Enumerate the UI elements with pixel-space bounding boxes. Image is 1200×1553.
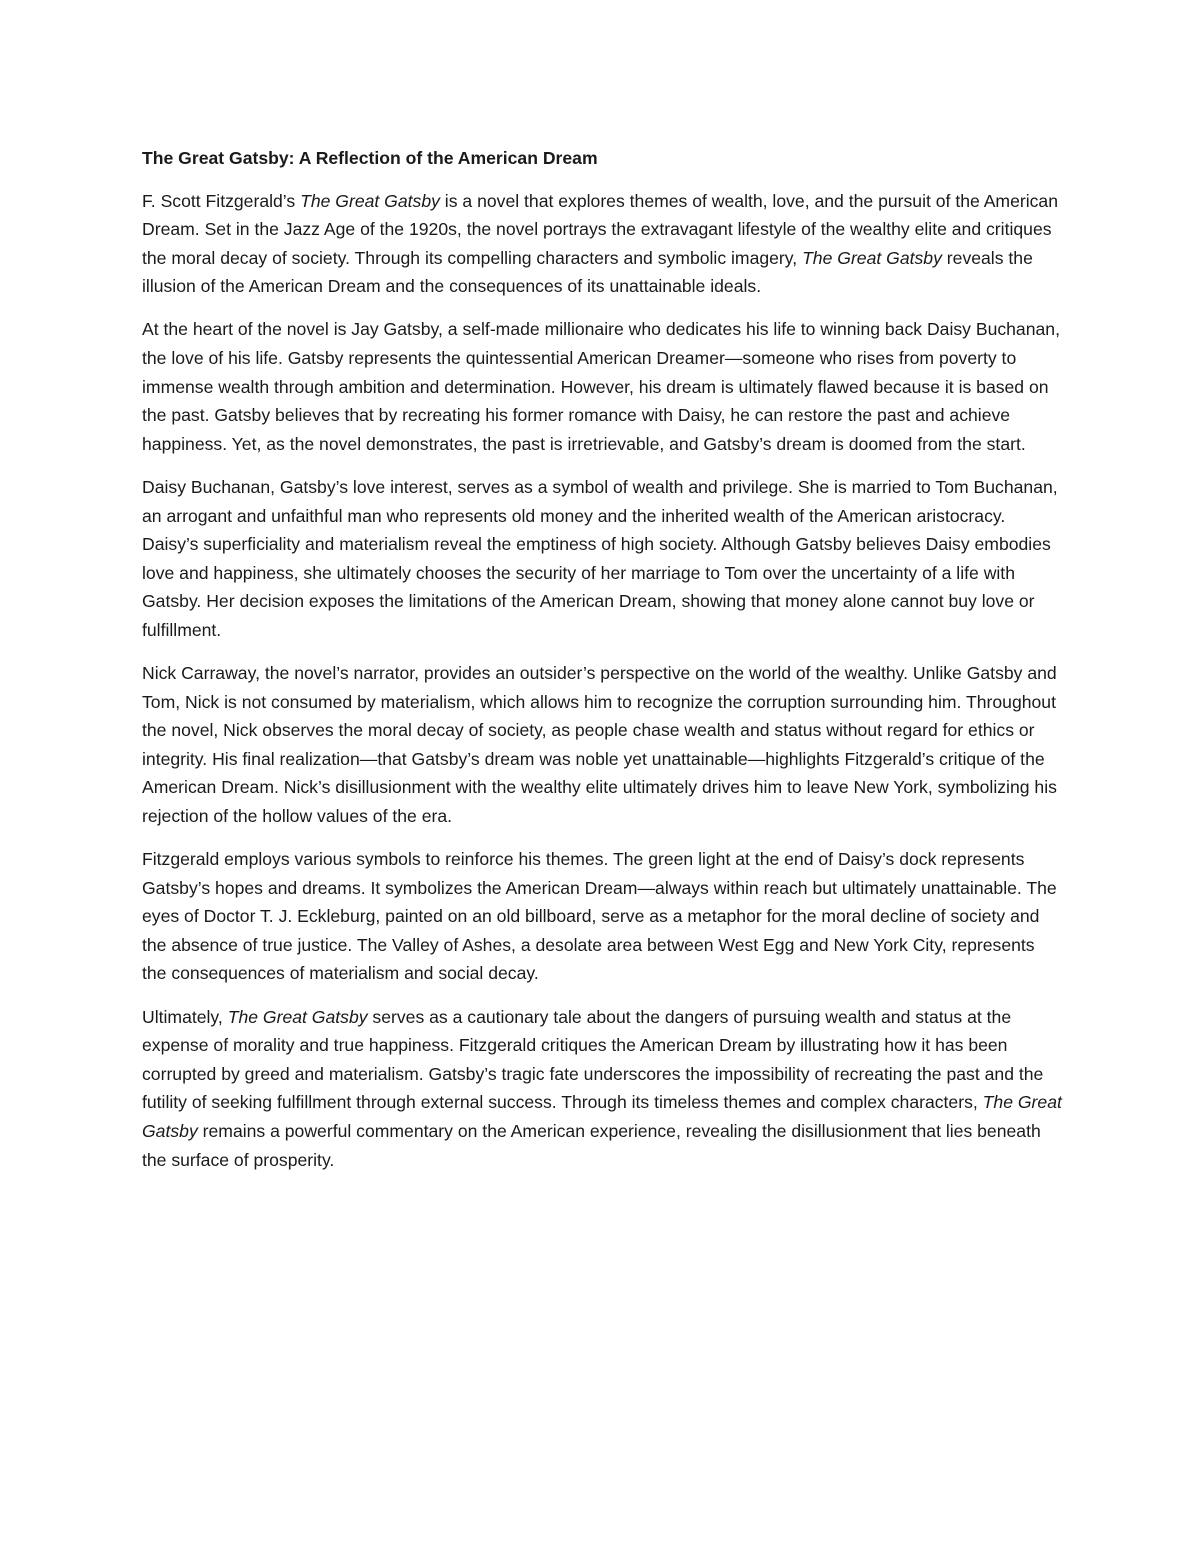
book-title-italic: The Great Gatsby: [142, 1092, 1062, 1141]
text-segment: Nick Carraway, the novel’s narrator, provides an outsider’s perspective on the world of the wealthy. Unlike Gatsby and Tom, Nick is not consumed by materialism, which allows him to recognize the corruption surrounding him. Throughout the novel, Nick observes the moral decay of society, as people chase wealth and status without regard for ethics or integrity. His final realization—that Gatsby’s dream was noble yet unattainable—highlights Fitzgerald’s critique of the American Dream. Nick’s disillusionment with the wealthy elite ultimately drives him to leave New York, symbolizing his rejection of the hollow values of the era.: [142, 663, 1057, 826]
paragraph-nick: [142, 659, 1062, 831]
text-segment: Daisy Buchanan, Gatsby’s love interest, serves as a symbol of wealth and privilege. She is married to Tom Buchanan, an arrogant and unfaithful man who represents old money and the inherited wealth of the American aristocracy. Daisy’s superficiality and materialism reveal the emptiness of high society. Although Gatsby believes Daisy embodies love and happiness, she ultimately chooses the security of her marriage to Tom over the uncertainty of a life with Gatsby. Her decision exposes the limitations of the American Dream, showing that money alone cannot buy love or fulfillment.: [142, 476, 1058, 640]
paragraph-intro: [142, 187, 1062, 301]
text-segment: Fitzgerald employs various symbols to reinforce his themes. The green light at the end of Daisy’s dock represents Gatsby’s hopes and dreams. It symbolizes the American Dream—always within reach but ultimately unattainable. The eyes of Doctor T. J. Eckleburg, painted on an old billboard, serve as a metaphor for the moral decline of society and the absence of true justice. The Valley of Ashes, a desolate area between West Egg and New York City, represents the consequences of materialism and social decay.: [142, 849, 1057, 984]
document-body: [142, 144, 1062, 1189]
text-segment: remains a powerful commentary on the American experience, revealing the disillusionment that lies beneath the surface of prosperity.: [142, 1120, 1041, 1170]
text-segment: Ultimately,: [142, 1006, 228, 1027]
text-segment: F. Scott Fitzgerald’s: [142, 190, 301, 211]
document-title: The Great Gatsby: A Reflection of the American Dream: [142, 148, 598, 168]
paragraph-daisy: [142, 473, 1062, 645]
book-title-italic: The Great Gatsby: [802, 247, 942, 268]
text-segment: reveals the illusion of the American Dream and the consequences of its unattainable ideals.: [142, 247, 1033, 297]
text-segment: serves as a cautionary tale about the dangers of pursuing wealth and status at the expense of morality and true happiness. Fitzgerald critiques the American Dream by illustrating how it has been corrupted by greed and materialism. Gatsby’s tragic fate underscores the impossibility of recreating the past and the futility of seeking fulfillment through external success. Through its timeless themes and complex characters,: [142, 1006, 1044, 1113]
paragraph-conclusion: [142, 1003, 1062, 1175]
paragraph-gatsby: [142, 315, 1062, 458]
book-title-italic: The Great Gatsby: [227, 1006, 368, 1027]
text-segment: At the heart of the novel is Jay Gatsby, a self-made millionaire who dedicates his life to winning back Daisy Buchanan, the love of his life. Gatsby represents the quintessential American Dreamer—someone who rises from poverty to immense wealth through ambition and determination. However, his dream is ultimately flawed because it is based on the past. Gatsby believes that by recreating his former romance with Daisy, he can restore the past and achieve happiness. Yet, as the novel demonstrates, the past is irretrievable, and Gatsby’s dream is doomed from the start.: [142, 319, 1060, 454]
text-segment: is a novel that explores themes of wealth, love, and the pursuit of the American Dream. Set in the Jazz Age of the 1920s, the novel portrays the extravagant lifestyle of the wealthy elite and critiques the moral decay of society. Through its compelling characters and symbolic imagery,: [142, 190, 1059, 268]
book-title-italic: The Great Gatsby: [300, 190, 440, 211]
paragraph-symbols: [142, 845, 1062, 988]
